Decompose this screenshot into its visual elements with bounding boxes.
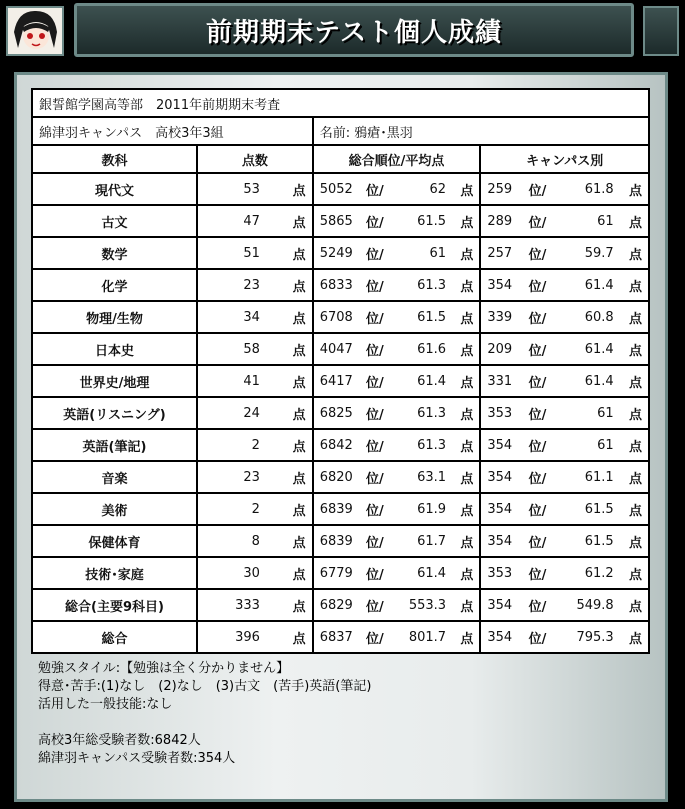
overall-rank: 6839: [319, 533, 353, 549]
overall-rank: 6839: [319, 501, 353, 517]
campus-average: 61.4: [584, 341, 614, 357]
campus-cell: [480, 301, 649, 333]
table-row: [32, 205, 649, 237]
overall-rank: 6842: [319, 437, 353, 453]
table-row: [32, 429, 649, 461]
point-unit: 点: [460, 503, 474, 519]
rank-unit: 位/: [365, 343, 384, 359]
point-unit: 点: [628, 311, 642, 327]
rank-unit: 位/: [365, 183, 384, 199]
campus-cell: [480, 589, 649, 621]
overall-rank: 6837: [319, 629, 353, 645]
rank-unit: 位/: [528, 279, 547, 295]
school-exam-title: 銀誓館学園高等部 2011年前期期末考査: [32, 89, 649, 117]
campus-rank: 289: [487, 213, 513, 229]
overall-cell: [313, 173, 481, 205]
rank-unit: 位/: [365, 439, 384, 455]
overall-average: 62: [429, 181, 447, 197]
col-header-subject: 教科: [32, 145, 197, 173]
score-cell: [197, 237, 313, 269]
overall-cell: [313, 461, 481, 493]
point-unit: 点: [292, 471, 306, 487]
avatar-icon: [8, 8, 62, 54]
campus-cell: [480, 173, 649, 205]
subject-name: 物理/生物: [32, 301, 197, 333]
campus-cell: [480, 557, 649, 589]
rank-unit: 位/: [365, 535, 384, 551]
rank-unit: 位/: [365, 599, 384, 615]
overall-average: 61.3: [417, 405, 447, 421]
campus-cell: [480, 269, 649, 301]
point-unit: 点: [292, 375, 306, 391]
table-row: [32, 397, 649, 429]
campus-cell: [480, 205, 649, 237]
point-unit: 点: [460, 535, 474, 551]
campus-cell: [480, 621, 649, 653]
overall-cell: [313, 237, 481, 269]
campus-cell: [480, 525, 649, 557]
subject-name: 英語(筆記): [32, 429, 197, 461]
score-cell: [197, 397, 313, 429]
col-header-overall: 総合順位/平均点: [313, 145, 481, 173]
campus-average: 795.3: [576, 629, 614, 645]
campus-average: 61.4: [584, 277, 614, 293]
score-cell: [197, 365, 313, 397]
campus-average: 61: [597, 437, 614, 453]
rank-unit: 位/: [365, 503, 384, 519]
score-value: 51: [243, 245, 260, 261]
overall-rank: 5052: [319, 181, 353, 197]
overall-cell: [313, 493, 481, 525]
rank-unit: 位/: [528, 471, 547, 487]
rank-unit: 位/: [528, 503, 547, 519]
rank-unit: 位/: [528, 567, 547, 583]
table-row: [32, 269, 649, 301]
campus-rank: 354: [487, 597, 513, 613]
campus-rank: 353: [487, 565, 513, 581]
title-bar: [74, 3, 634, 57]
score-value: 47: [243, 213, 260, 229]
col-header-campus: キャンパス別: [480, 145, 649, 173]
campus-cell: [480, 333, 649, 365]
point-unit: 点: [460, 183, 474, 199]
overall-average: 61.3: [417, 437, 447, 453]
subject-name: 総合(主要9科目): [32, 589, 197, 621]
point-unit: 点: [292, 503, 306, 519]
campus-average: 549.8: [576, 597, 614, 613]
overall-rank: 5249: [319, 245, 353, 261]
score-cell: [197, 621, 313, 653]
subject-name: 世界史/地理: [32, 365, 197, 397]
point-unit: 点: [628, 503, 642, 519]
campus-average: 61.4: [584, 373, 614, 389]
point-unit: 点: [460, 311, 474, 327]
campus-class: 綿津羽キャンパス 高校3年3組: [32, 117, 313, 145]
overall-rank: 4047: [319, 341, 353, 357]
score-cell: [197, 557, 313, 589]
overall-average: 61.4: [417, 565, 447, 581]
rank-unit: 位/: [365, 247, 384, 263]
campus-cell: [480, 493, 649, 525]
campus-average: 61.5: [584, 533, 614, 549]
campus-cell: [480, 461, 649, 493]
point-unit: 点: [460, 215, 474, 231]
rank-unit: 位/: [528, 311, 547, 327]
campus-average: 61: [597, 213, 614, 229]
overall-cell: [313, 589, 481, 621]
point-unit: 点: [628, 343, 642, 359]
score-value: 8: [251, 533, 260, 549]
score-cell: [197, 493, 313, 525]
student-name: 鴉瘡･黒羽: [354, 125, 413, 141]
point-unit: 点: [628, 567, 642, 583]
point-unit: 点: [628, 375, 642, 391]
campus-cell: [480, 397, 649, 429]
col-header-score: 点数: [197, 145, 313, 173]
point-unit: 点: [460, 567, 474, 583]
campus-rank: 354: [487, 469, 513, 485]
overall-rank: 6825: [319, 405, 353, 421]
rank-unit: 位/: [528, 215, 547, 231]
rank-unit: 位/: [365, 375, 384, 391]
campus-rank: 331: [487, 373, 513, 389]
overall-average: 61.5: [417, 309, 447, 325]
rank-unit: 位/: [528, 343, 547, 359]
overall-average: 63.1: [417, 469, 447, 485]
rank-unit: 位/: [365, 471, 384, 487]
point-unit: 点: [628, 631, 642, 647]
point-unit: 点: [628, 215, 642, 231]
score-value: 34: [243, 309, 260, 325]
campus-rank: 354: [487, 501, 513, 517]
subject-name: 現代文: [32, 173, 197, 205]
point-unit: 点: [460, 407, 474, 423]
overall-rank: 6708: [319, 309, 353, 325]
point-unit: 点: [628, 183, 642, 199]
score-cell: [197, 205, 313, 237]
rank-unit: 位/: [365, 407, 384, 423]
overall-rank: 6820: [319, 469, 353, 485]
campus-rank: 354: [487, 533, 513, 549]
overall-rank: 6833: [319, 277, 353, 293]
study-style: 勉強スタイル:【勉強は全く分かりません】: [38, 661, 290, 676]
point-unit: 点: [460, 279, 474, 295]
score-value: 2: [251, 501, 260, 517]
subject-name: 技術･家庭: [32, 557, 197, 589]
score-cell: [197, 301, 313, 333]
overall-cell: [313, 429, 481, 461]
table-row: [32, 237, 649, 269]
rank-unit: 位/: [528, 439, 547, 455]
overall-rank: 6417: [319, 373, 353, 389]
point-unit: 点: [292, 599, 306, 615]
table-row: [32, 493, 649, 525]
rank-unit: 位/: [365, 567, 384, 583]
point-unit: 点: [292, 535, 306, 551]
subject-name: 音楽: [32, 461, 197, 493]
score-value: 23: [243, 469, 260, 485]
rank-unit: 位/: [365, 311, 384, 327]
point-unit: 点: [628, 535, 642, 551]
subject-name: 英語(リスニング): [32, 397, 197, 429]
campus-rank: 209: [487, 341, 513, 357]
score-cell: [197, 333, 313, 365]
campus-rank: 354: [487, 277, 513, 293]
overall-cell: [313, 397, 481, 429]
score-value: 333: [235, 597, 260, 613]
overall-average: 61.9: [417, 501, 447, 517]
overall-cell: [313, 205, 481, 237]
score-value: 58: [243, 341, 260, 357]
point-unit: 点: [292, 407, 306, 423]
table-row: [32, 173, 649, 205]
score-value: 23: [243, 277, 260, 293]
overall-cell: [313, 269, 481, 301]
rank-unit: 位/: [528, 535, 547, 551]
rank-unit: 位/: [365, 631, 384, 647]
point-unit: 点: [292, 183, 306, 199]
campus-rank: 259: [487, 181, 513, 197]
rank-unit: 位/: [528, 407, 547, 423]
score-value: 396: [235, 629, 260, 645]
student-name-cell: [313, 117, 649, 145]
score-cell: [197, 429, 313, 461]
point-unit: 点: [460, 631, 474, 647]
table-row: [32, 365, 649, 397]
table-row: [32, 301, 649, 333]
score-cell: [197, 461, 313, 493]
overall-average: 61.7: [417, 533, 447, 549]
subject-name: 日本史: [32, 333, 197, 365]
rank-unit: 位/: [365, 215, 384, 231]
overall-cell: [313, 557, 481, 589]
rank-unit: 位/: [528, 247, 547, 263]
rank-unit: 位/: [528, 375, 547, 391]
character-avatar: [6, 6, 64, 56]
point-unit: 点: [292, 247, 306, 263]
point-unit: 点: [292, 631, 306, 647]
point-unit: 点: [628, 439, 642, 455]
overall-cell: [313, 621, 481, 653]
subject-name: 総合: [32, 621, 197, 653]
rank-unit: 位/: [528, 599, 547, 615]
point-unit: 点: [460, 471, 474, 487]
campus-average: 61.1: [584, 469, 614, 485]
score-value: 2: [251, 437, 260, 453]
campus-rank: 354: [487, 629, 513, 645]
score-value: 41: [243, 373, 260, 389]
subject-name: 保健体育: [32, 525, 197, 557]
overall-average: 801.7: [408, 629, 447, 645]
subject-name: 化学: [32, 269, 197, 301]
rank-unit: 位/: [365, 279, 384, 295]
total-examinees: 高校3年総受験者数:6842人: [38, 733, 201, 748]
point-unit: 点: [292, 439, 306, 455]
campus-cell: [480, 429, 649, 461]
point-unit: 点: [628, 247, 642, 263]
notes-section: [38, 660, 371, 768]
table-row: [32, 333, 649, 365]
campus-average: 61.2: [584, 565, 614, 581]
score-value: 24: [243, 405, 260, 421]
table-row: [32, 621, 649, 653]
campus-cell: [480, 237, 649, 269]
campus-average: 61: [597, 405, 614, 421]
score-value: 53: [243, 181, 260, 197]
campus-cell: [480, 365, 649, 397]
corner-ornament: [643, 6, 679, 56]
overall-rank: 6779: [319, 565, 353, 581]
point-unit: 点: [292, 311, 306, 327]
subject-name: 美術: [32, 493, 197, 525]
score-cell: [197, 589, 313, 621]
rank-unit: 位/: [528, 183, 547, 199]
point-unit: 点: [460, 599, 474, 615]
strengths-weaknesses: 得意･苦手:(1)なし (2)なし (3)古文 (苦手)英語(筆記): [38, 679, 372, 694]
overall-cell: [313, 365, 481, 397]
score-cell: [197, 525, 313, 557]
subject-name: 古文: [32, 205, 197, 237]
campus-average: 61.5: [584, 501, 614, 517]
campus-examinees: 綿津羽キャンパス受験者数:354人: [38, 751, 236, 766]
overall-average: 61: [429, 245, 447, 261]
score-value: 30: [243, 565, 260, 581]
overall-rank: 6829: [319, 597, 353, 613]
point-unit: 点: [460, 439, 474, 455]
table-row: [32, 557, 649, 589]
table-row: [32, 525, 649, 557]
point-unit: 点: [460, 343, 474, 359]
point-unit: 点: [460, 375, 474, 391]
point-unit: 点: [628, 599, 642, 615]
overall-average: 61.3: [417, 277, 447, 293]
table-row: [32, 589, 649, 621]
score-cell: [197, 173, 313, 205]
point-unit: 点: [628, 279, 642, 295]
campus-rank: 257: [487, 245, 513, 261]
overall-cell: [313, 333, 481, 365]
point-unit: 点: [628, 471, 642, 487]
campus-average: 60.8: [584, 309, 614, 325]
campus-rank: 339: [487, 309, 513, 325]
campus-average: 59.7: [584, 245, 614, 261]
overall-cell: [313, 301, 481, 333]
overall-average: 61.6: [417, 341, 447, 357]
campus-rank: 353: [487, 405, 513, 421]
score-table: [31, 88, 650, 654]
point-unit: 点: [292, 279, 306, 295]
skills-used: 活用した一般技能:なし: [38, 697, 173, 712]
table-row: [32, 461, 649, 493]
point-unit: 点: [292, 215, 306, 231]
point-unit: 点: [292, 567, 306, 583]
overall-rank: 5865: [319, 213, 353, 229]
subject-name: 数学: [32, 237, 197, 269]
campus-rank: 354: [487, 437, 513, 453]
campus-average: 61.8: [584, 181, 614, 197]
overall-average: 61.4: [417, 373, 447, 389]
rank-unit: 位/: [528, 631, 547, 647]
score-cell: [197, 269, 313, 301]
overall-average: 61.5: [417, 213, 447, 229]
point-unit: 点: [292, 343, 306, 359]
point-unit: 点: [460, 247, 474, 263]
overall-cell: [313, 525, 481, 557]
name-label: 名前:: [319, 125, 351, 141]
page-title: 前期期末テスト個人成績: [206, 18, 502, 48]
point-unit: 点: [628, 407, 642, 423]
overall-average: 553.3: [408, 597, 447, 613]
